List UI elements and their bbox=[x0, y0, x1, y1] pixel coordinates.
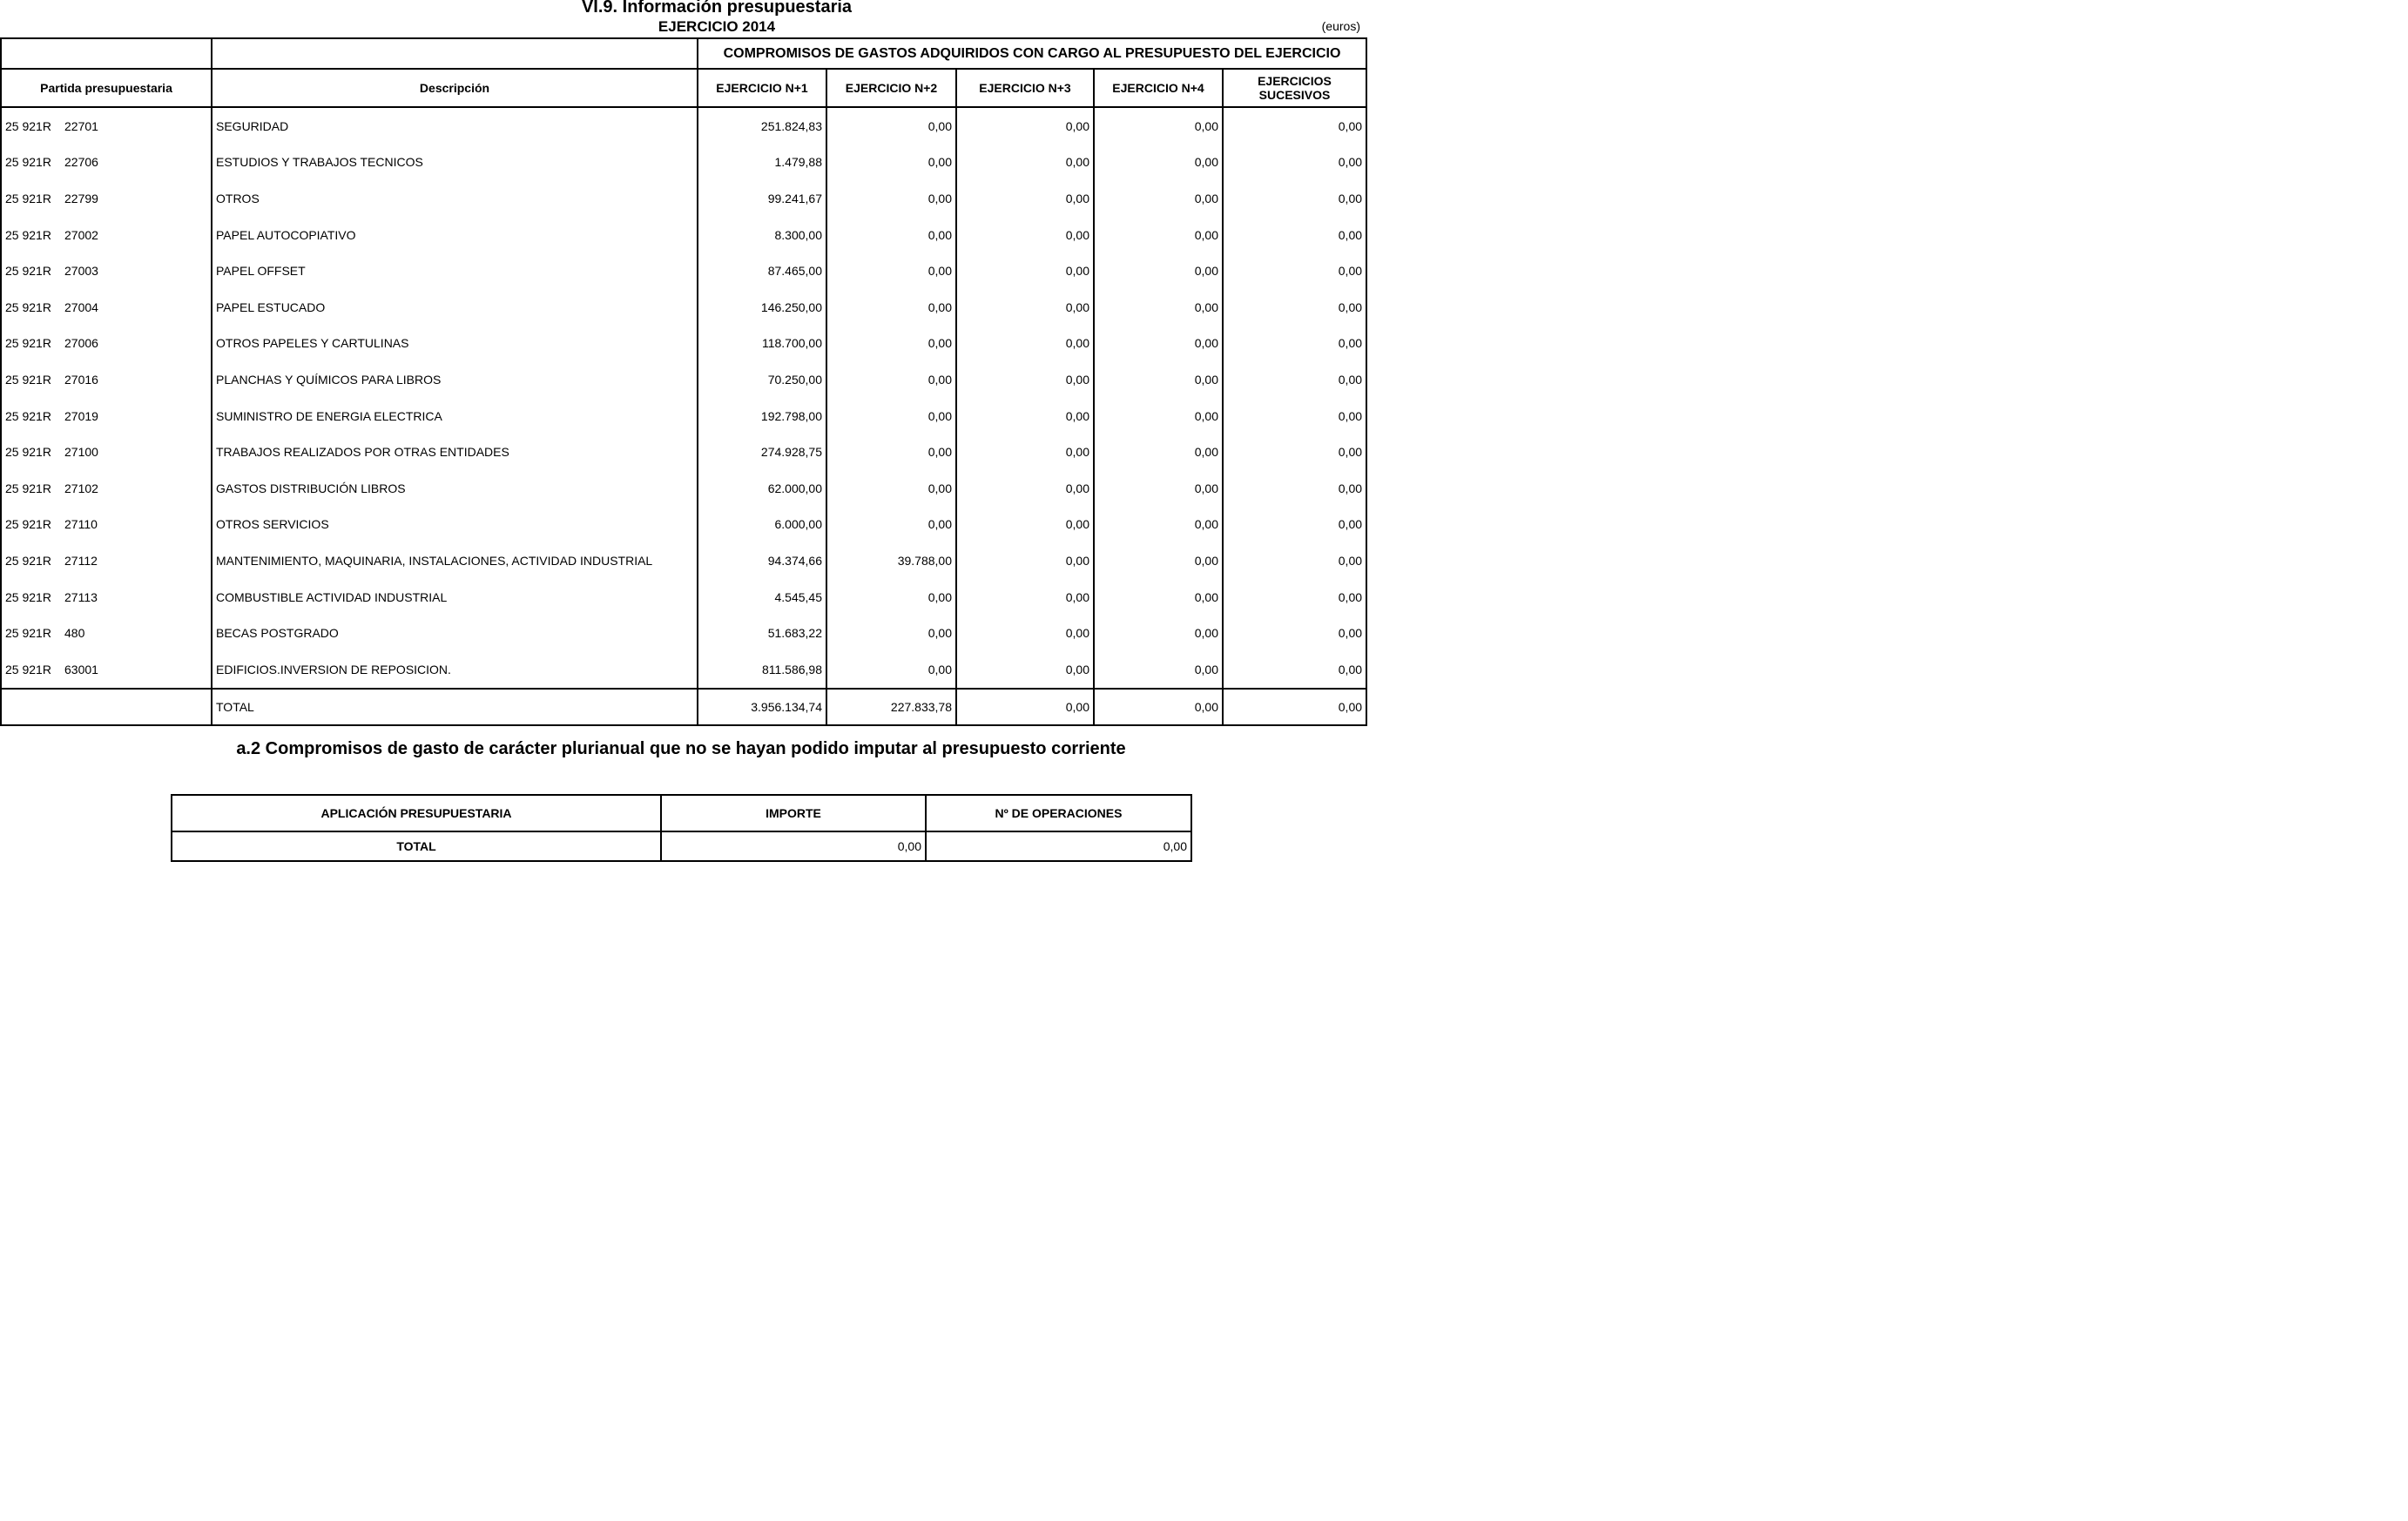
units-label: (euros) bbox=[1321, 19, 1360, 33]
n3-cell: 0,00 bbox=[956, 180, 1094, 217]
partida-cell bbox=[1, 507, 212, 543]
n3-cell: 0,00 bbox=[956, 398, 1094, 434]
table-row bbox=[1, 252, 1366, 289]
n2-cell: 0,00 bbox=[826, 470, 956, 507]
table-row bbox=[1, 507, 1366, 543]
sucesivos-cell: 0,00 bbox=[1223, 180, 1366, 217]
partida-code: 25 921R bbox=[5, 553, 51, 568]
n1-cell: 4.545,45 bbox=[698, 579, 826, 616]
n1-cell: 146.250,00 bbox=[698, 289, 826, 326]
partida-code: 25 921R bbox=[5, 481, 51, 495]
commitments-table bbox=[0, 37, 1367, 726]
sucesivos-cell: 0,00 bbox=[1223, 507, 1366, 543]
n1-cell: 1.479,88 bbox=[698, 145, 826, 181]
partida-cell bbox=[1, 252, 212, 289]
n4-cell: 0,00 bbox=[1094, 326, 1223, 362]
n3-cell: 0,00 bbox=[956, 326, 1094, 362]
n3-cell: 0,00 bbox=[956, 651, 1094, 689]
partida-cell bbox=[1, 107, 212, 145]
descripcion-cell: SEGURIDAD bbox=[212, 107, 698, 145]
descripcion-cell: MANTENIMIENTO, MAQUINARIA, INSTALACIONES, ACTIVIDAD INDUSTRIAL bbox=[212, 542, 698, 579]
n2-cell: 0,00 bbox=[826, 361, 956, 398]
col-header-n2: EJERCICIO N+2 bbox=[826, 69, 956, 107]
partida-cell bbox=[1, 398, 212, 434]
descripcion-cell: EDIFICIOS.INVERSION DE REPOSICION. bbox=[212, 651, 698, 689]
partida-code: 25 921R bbox=[5, 118, 51, 133]
sucesivos-cell: 0,00 bbox=[1223, 398, 1366, 434]
descripcion-cell: PAPEL ESTUCADO bbox=[212, 289, 698, 326]
n2-cell: 0,00 bbox=[826, 217, 956, 253]
n3-cell: 0,00 bbox=[956, 107, 1094, 145]
partida-subcode: 27002 bbox=[64, 227, 98, 242]
commitments-group-header: COMPROMISOS DE GASTOS ADQUIRIDOS CON CARGO AL PRESUPUESTO DEL EJERCICIO bbox=[698, 38, 1366, 69]
empty-header-cell bbox=[212, 38, 698, 69]
n3-cell: 0,00 bbox=[956, 217, 1094, 253]
table-row bbox=[1, 289, 1366, 326]
table-row bbox=[1, 145, 1366, 181]
partida-code: 25 921R bbox=[5, 227, 51, 242]
partida-subcode: 22799 bbox=[64, 191, 98, 205]
table-row bbox=[1, 615, 1366, 651]
table-row bbox=[1, 579, 1366, 616]
partida-cell bbox=[1, 579, 212, 616]
partida-code: 25 921R bbox=[5, 662, 51, 676]
partida-cell bbox=[1, 217, 212, 253]
n2-cell: 0,00 bbox=[826, 326, 956, 362]
partida-subcode: 27112 bbox=[64, 553, 98, 568]
sucesivos-cell: 0,00 bbox=[1223, 252, 1366, 289]
sucesivos-cell: 0,00 bbox=[1223, 579, 1366, 616]
partida-cell bbox=[1, 542, 212, 579]
table-row bbox=[1, 361, 1366, 398]
n2-cell: 0,00 bbox=[826, 289, 956, 326]
col-header-n1: EJERCICIO N+1 bbox=[698, 69, 826, 107]
sucesivos-cell: 0,00 bbox=[1223, 145, 1366, 181]
sucesivos-cell: 0,00 bbox=[1223, 217, 1366, 253]
partida-code: 25 921R bbox=[5, 445, 51, 460]
n1-cell: 6.000,00 bbox=[698, 507, 826, 543]
n1-cell: 8.300,00 bbox=[698, 217, 826, 253]
descripcion-cell: OTROS PAPELES Y CARTULINAS bbox=[212, 326, 698, 362]
partida-subcode: 27004 bbox=[64, 299, 98, 314]
partida-subcode: 27016 bbox=[64, 372, 98, 387]
total-n4: 0,00 bbox=[1094, 689, 1223, 725]
n2-cell: 0,00 bbox=[826, 398, 956, 434]
partida-cell bbox=[1, 470, 212, 507]
partida-code: 25 921R bbox=[5, 336, 51, 351]
n3-cell: 0,00 bbox=[956, 145, 1094, 181]
descripcion-cell: OTROS bbox=[212, 180, 698, 217]
partida-subcode: 63001 bbox=[64, 662, 98, 676]
col-header-aplicacion: APLICACIÓN PRESUPUESTARIA bbox=[172, 795, 661, 831]
n4-cell: 0,00 bbox=[1094, 145, 1223, 181]
page-title: VI.9. Información presupuestaria bbox=[581, 0, 853, 17]
partida-cell bbox=[1, 615, 212, 651]
partida-code: 25 921R bbox=[5, 155, 51, 170]
table-total-row bbox=[1, 689, 1366, 725]
n3-cell: 0,00 bbox=[956, 542, 1094, 579]
descripcion-cell: PAPEL AUTOCOPIATIVO bbox=[212, 217, 698, 253]
total-sucesivos: 0,00 bbox=[1223, 689, 1366, 725]
partida-code: 25 921R bbox=[5, 517, 51, 532]
partida-subcode: 27019 bbox=[64, 408, 98, 423]
descripcion-cell: COMBUSTIBLE ACTIVIDAD INDUSTRIAL bbox=[212, 579, 698, 616]
table-row bbox=[1, 542, 1366, 579]
n2-cell: 0,00 bbox=[826, 107, 956, 145]
n2-cell: 0,00 bbox=[826, 615, 956, 651]
sucesivos-cell: 0,00 bbox=[1223, 470, 1366, 507]
total-importe: 0,00 bbox=[661, 831, 926, 861]
table-row bbox=[1, 217, 1366, 253]
partida-subcode: 22701 bbox=[64, 118, 98, 133]
table-row bbox=[1, 326, 1366, 362]
n1-cell: 87.465,00 bbox=[698, 252, 826, 289]
descripcion-cell: ESTUDIOS Y TRABAJOS TECNICOS bbox=[212, 145, 698, 181]
col-header-sucesivos bbox=[1223, 69, 1366, 107]
n4-cell: 0,00 bbox=[1094, 180, 1223, 217]
n4-cell: 0,00 bbox=[1094, 289, 1223, 326]
col-header-sucesivos-label: EJERCICIOS SUCESIVOS bbox=[1258, 74, 1332, 102]
partida-cell bbox=[1, 180, 212, 217]
total-label: TOTAL bbox=[172, 831, 661, 861]
sucesivos-cell: 0,00 bbox=[1223, 615, 1366, 651]
empty-header-cell bbox=[1, 38, 212, 69]
n4-cell: 0,00 bbox=[1094, 361, 1223, 398]
partida-subcode: 27006 bbox=[64, 336, 98, 351]
n4-cell: 0,00 bbox=[1094, 615, 1223, 651]
table-row bbox=[1, 651, 1366, 689]
n1-cell: 70.250,00 bbox=[698, 361, 826, 398]
partida-code: 25 921R bbox=[5, 264, 51, 279]
n1-cell: 94.374,66 bbox=[698, 542, 826, 579]
table-row bbox=[1, 107, 1366, 145]
n1-cell: 118.700,00 bbox=[698, 326, 826, 362]
table-column-header-row bbox=[172, 795, 1191, 831]
partida-cell bbox=[1, 289, 212, 326]
sucesivos-cell: 0,00 bbox=[1223, 289, 1366, 326]
n4-cell: 0,00 bbox=[1094, 651, 1223, 689]
total-n1: 3.956.134,74 bbox=[698, 689, 826, 725]
table-total-row bbox=[172, 831, 1191, 861]
descripcion-cell: PLANCHAS Y QUÍMICOS PARA LIBROS bbox=[212, 361, 698, 398]
n4-cell: 0,00 bbox=[1094, 579, 1223, 616]
sucesivos-cell: 0,00 bbox=[1223, 542, 1366, 579]
sucesivos-cell: 0,00 bbox=[1223, 107, 1366, 145]
n2-cell: 0,00 bbox=[826, 434, 956, 470]
partida-subcode: 27003 bbox=[64, 264, 98, 279]
n2-cell: 0,00 bbox=[826, 252, 956, 289]
partida-subcode: 27100 bbox=[64, 445, 98, 460]
total-n3: 0,00 bbox=[956, 689, 1094, 725]
n4-cell: 0,00 bbox=[1094, 252, 1223, 289]
table-row bbox=[1, 434, 1366, 470]
col-header-n4: EJERCICIO N+4 bbox=[1094, 69, 1223, 107]
n1-cell: 99.241,67 bbox=[698, 180, 826, 217]
n4-cell: 0,00 bbox=[1094, 107, 1223, 145]
section-a2-title: a.2 Compromisos de gasto de carácter plurianual que no se hayan podido imputar al presupuesto corriente bbox=[236, 739, 1126, 758]
col-header-n3: EJERCICIO N+3 bbox=[956, 69, 1094, 107]
n4-cell: 0,00 bbox=[1094, 217, 1223, 253]
table-group-header-row bbox=[1, 38, 1366, 69]
partida-code: 25 921R bbox=[5, 626, 51, 641]
total-label: TOTAL bbox=[212, 689, 698, 725]
total-operaciones: 0,00 bbox=[926, 831, 1191, 861]
n3-cell: 0,00 bbox=[956, 579, 1094, 616]
n1-cell: 274.928,75 bbox=[698, 434, 826, 470]
partida-subcode: 27110 bbox=[64, 517, 98, 532]
descripcion-cell: OTROS SERVICIOS bbox=[212, 507, 698, 543]
partida-subcode: 27102 bbox=[64, 481, 98, 495]
partida-cell bbox=[1, 361, 212, 398]
partida-cell bbox=[1, 434, 212, 470]
n4-cell: 0,00 bbox=[1094, 470, 1223, 507]
col-header-importe: IMPORTE bbox=[661, 795, 926, 831]
table-column-header-row bbox=[1, 69, 1366, 107]
n2-cell: 39.788,00 bbox=[826, 542, 956, 579]
col-header-operaciones: Nº DE OPERACIONES bbox=[926, 795, 1191, 831]
n3-cell: 0,00 bbox=[956, 434, 1094, 470]
sucesivos-cell: 0,00 bbox=[1223, 651, 1366, 689]
n2-cell: 0,00 bbox=[826, 651, 956, 689]
n4-cell: 0,00 bbox=[1094, 434, 1223, 470]
n3-cell: 0,00 bbox=[956, 615, 1094, 651]
n2-cell: 0,00 bbox=[826, 507, 956, 543]
sucesivos-cell: 0,00 bbox=[1223, 434, 1366, 470]
n4-cell: 0,00 bbox=[1094, 542, 1223, 579]
n2-cell: 0,00 bbox=[826, 180, 956, 217]
sucesivos-cell: 0,00 bbox=[1223, 326, 1366, 362]
table-row bbox=[1, 470, 1366, 507]
partida-code: 25 921R bbox=[5, 589, 51, 604]
descripcion-cell: TRABAJOS REALIZADOS POR OTRAS ENTIDADES bbox=[212, 434, 698, 470]
table-row bbox=[1, 398, 1366, 434]
n2-cell: 0,00 bbox=[826, 579, 956, 616]
descripcion-cell: GASTOS DISTRIBUCIÓN LIBROS bbox=[212, 470, 698, 507]
n3-cell: 0,00 bbox=[956, 507, 1094, 543]
partida-cell bbox=[1, 145, 212, 181]
n1-cell: 192.798,00 bbox=[698, 398, 826, 434]
n1-cell: 62.000,00 bbox=[698, 470, 826, 507]
descripcion-cell: BECAS POSTGRADO bbox=[212, 615, 698, 651]
descripcion-cell: SUMINISTRO DE ENERGIA ELECTRICA bbox=[212, 398, 698, 434]
partida-code: 25 921R bbox=[5, 408, 51, 423]
partida-subcode: 22706 bbox=[64, 155, 98, 170]
sucesivos-cell: 0,00 bbox=[1223, 361, 1366, 398]
n1-cell: 251.824,83 bbox=[698, 107, 826, 145]
plurianual-table bbox=[171, 794, 1192, 862]
table-row bbox=[1, 180, 1366, 217]
total-empty-cell bbox=[1, 689, 212, 725]
n3-cell: 0,00 bbox=[956, 252, 1094, 289]
descripcion-cell: PAPEL OFFSET bbox=[212, 252, 698, 289]
n1-cell: 811.586,98 bbox=[698, 651, 826, 689]
col-header-partida: Partida presupuestaria bbox=[1, 69, 212, 107]
partida-code: 25 921R bbox=[5, 191, 51, 205]
total-n2: 227.833,78 bbox=[826, 689, 956, 725]
fiscal-year-subtitle: EJERCICIO 2014 bbox=[658, 18, 776, 35]
partida-code: 25 921R bbox=[5, 372, 51, 387]
partida-code: 25 921R bbox=[5, 299, 51, 314]
partida-subcode: 27113 bbox=[64, 589, 98, 604]
n4-cell: 0,00 bbox=[1094, 398, 1223, 434]
n2-cell: 0,00 bbox=[826, 145, 956, 181]
n3-cell: 0,00 bbox=[956, 289, 1094, 326]
n3-cell: 0,00 bbox=[956, 470, 1094, 507]
n4-cell: 0,00 bbox=[1094, 507, 1223, 543]
n3-cell: 0,00 bbox=[956, 361, 1094, 398]
partida-subcode: 480 bbox=[64, 626, 85, 641]
col-header-descripcion: Descripción bbox=[212, 69, 698, 107]
partida-cell bbox=[1, 326, 212, 362]
n1-cell: 51.683,22 bbox=[698, 615, 826, 651]
partida-cell bbox=[1, 651, 212, 689]
